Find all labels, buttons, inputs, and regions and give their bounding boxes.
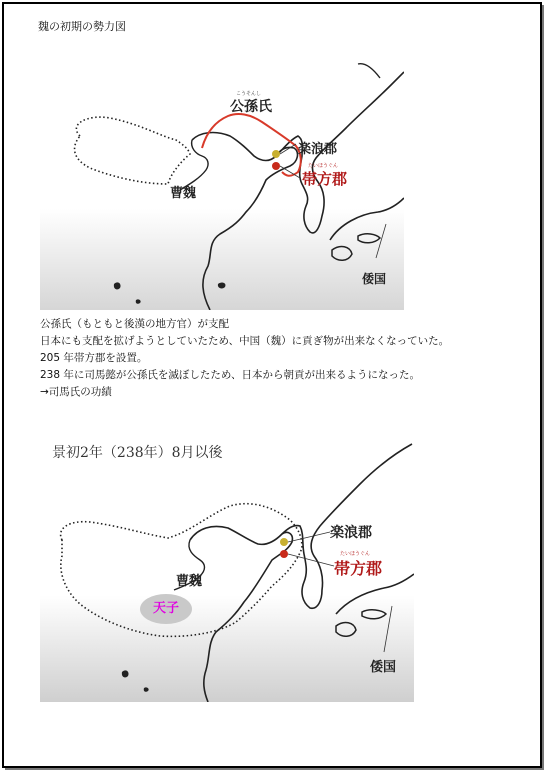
kosonshi-label: 公孫氏 [230, 99, 272, 115]
japan-kyushu [336, 623, 356, 637]
taiho-label: 帯方郡 [334, 559, 383, 578]
sogi-label: 曹魏 [176, 574, 203, 589]
rakuro-pointer [288, 532, 330, 542]
taiho-marker [272, 162, 280, 170]
japan-kyushu [332, 247, 352, 261]
map-early-wei [40, 44, 404, 310]
japan-shikoku [358, 234, 380, 243]
note-line: 日本にも支配を拡げようとしていたため、中国（魏）に貢ぎ物が出来なくなっていた。 [40, 335, 450, 347]
taiho-pointer [288, 554, 334, 566]
taiho-label: 帯方郡 [302, 170, 348, 188]
wei-territory-dotted [75, 117, 190, 184]
map-after-238 [40, 436, 414, 702]
wakoku-pointer [376, 224, 386, 258]
wakoku-label: 倭国 [370, 660, 397, 675]
coastline [192, 133, 297, 310]
note-line: 公孫氏（もともと後漢の地方官）が支配 [40, 318, 229, 330]
taiho-ruby: たいほうぐん [308, 163, 339, 169]
rakuro-marker [280, 538, 288, 546]
east-coast [358, 64, 380, 78]
wakoku-label: 倭国 [362, 272, 387, 286]
rakuro-marker [272, 150, 280, 158]
japan-honshu [336, 574, 414, 614]
island-2 [144, 687, 149, 691]
island-3 [218, 283, 226, 289]
island-2 [136, 299, 141, 303]
tenshi-badge: 天子 [140, 594, 192, 624]
taiho-ruby: たいほうぐん [340, 551, 371, 557]
island-1 [122, 670, 129, 677]
japan-shikoku [362, 610, 386, 619]
coastline [190, 527, 292, 703]
taiho-marker [280, 550, 288, 558]
map1-drawing [40, 44, 404, 310]
page-title: 魏の初期の勢力図 [38, 20, 126, 33]
sogi-label: 曹魏 [170, 186, 197, 201]
notes-block [40, 316, 510, 401]
kosonshi-ruby: こうそんし [236, 91, 262, 97]
island-1 [114, 282, 121, 289]
korea-coast [276, 72, 404, 233]
note-line: →司馬氏の功績 [40, 386, 112, 398]
rakuro-label: 楽浪郡 [298, 142, 338, 157]
note-line: 238 年に司馬懿が公孫氏を滅ぼしたため、日本から朝貢が出来るようになった。 [40, 369, 420, 381]
rakuro-label: 楽浪郡 [330, 525, 372, 541]
note-line: 205 年帯方郡を設置。 [40, 352, 148, 364]
map2-title: 景初2年（238年）8月以後 [52, 445, 223, 461]
page-frame [2, 2, 542, 768]
